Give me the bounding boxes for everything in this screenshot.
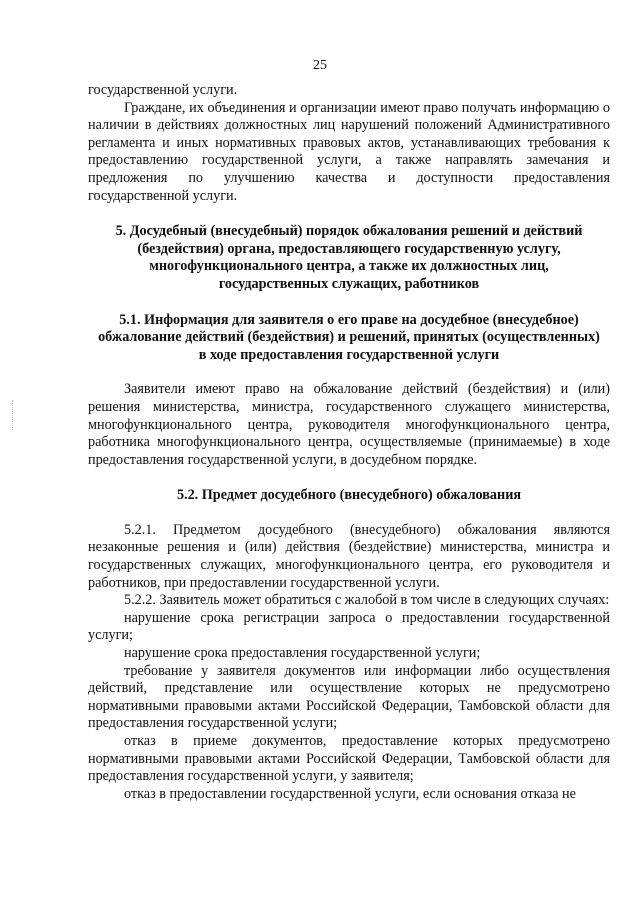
section-5-2-heading: 5.2. Предмет досудебного (внесудебного) обжалования [176,487,522,504]
paragraph-citizens-rights: Граждане, их объединения и организации имеют право получать информацию о наличии в действиях должностных лиц нарушений положений Административного регламента и иных нормативных правовых актов, устанавливающих требования к предоставлению государственной услуги, а также направлять замечания и предложения по улучшению качества и доступности предоставления государственной услуги. [88,99,610,204]
list-item-service-deadline: нарушение срока предоставления государственной услуги; [124,645,481,662]
list-item-document-refusal: отказ в приеме документов, предоставление которых предусмотрено нормативными правовыми актами Российской Федерации, Тамбовской области для предоставления государственной услуги, у заявителя; [88,733,610,785]
paragraph-continuation: государственной услуги. [88,82,238,98]
section-5-heading: 5. Досудебный (внесудебный) порядок обжалования решений и действий (бездействия) органа, предоставляющего государственную услугу, многофункционального центра, а также их должностных лиц, государственных служащих, работников [115,223,583,292]
paragraph-5-2-2: 5.2.2. Заявитель может обратиться с жалобой в том числе в следующих случаях: [124,592,610,609]
list-item-document-requirement: требование у заявителя документов или информации либо осуществления действий, представление или осуществление которых не предусмотрено нормативными правовыми актами Российской Федерации, Тамбовской области для предоставления государственной услуги; [88,662,610,732]
list-item-registration-deadline: нарушение срока регистрации запроса о предоставлении государственной услуги; [88,609,610,644]
document-body [88,82,610,803]
section-5-1-heading: 5.1. Информация для заявителя о его праве на досудебное (внесудебное) обжалование действий (бездействия) и решений, принятых (осуществленных) в ходе предоставления государственной услуги [98,311,600,363]
page-number: 25 [313,58,327,73]
list-item-service-refusal: отказ в предоставлении государственной услуги, если основания отказа не [124,785,576,802]
paragraph-appeal-right: Заявители имеют право на обжалование действий (бездействия) и (или) решения министерства, министра, государственного служащего министерства, многофункционального центра, руководителя многофункционального центра, работника многофункционального центра, осуществляемые (принимаемые) в ходе предоставления государственной услуги, в досудебном порядке. [88,381,610,468]
scan-margin-mark [12,400,17,430]
paragraph-5-2-1: 5.2.1. Предметом досудебного (внесудебного) обжалования являются незаконные решения и (или) действия (бездействие) министерства, министра и государственных служащих, многофункционального центра, его руководителя и работников, при предоставлении государственной услуги. [88,521,610,591]
